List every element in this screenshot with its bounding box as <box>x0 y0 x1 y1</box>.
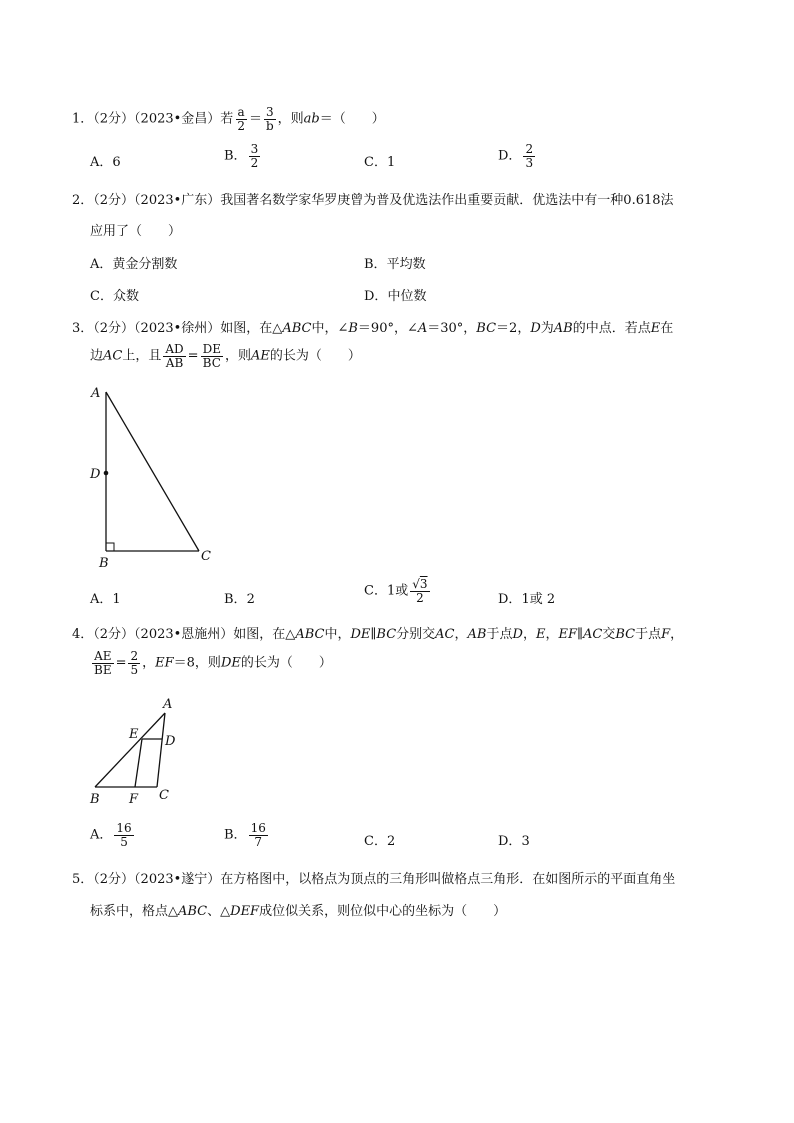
q3-label-c: C <box>201 549 211 564</box>
q5-stem-line1: 5．（2分）（2023•遂宁）在方格图中，以格点为顶点的三角形叫做格点三角形．在如图所示的平面直角坐 <box>72 872 676 887</box>
q4-label-b: B <box>90 792 100 807</box>
q1-option-b[interactable]: B． $\frac{3}{2}$ <box>224 142 259 170</box>
q3-option-d[interactable]: D．1或 2 <box>498 592 556 607</box>
q3-stem-line1: 3．（2分）（2023•徐州）如图，在△ABC中，∠B＝90°，∠A＝30°，BC＝2，D为AB的中点．若点E在 <box>72 321 674 336</box>
q4-option-a[interactable]: A． $\frac{16}{5}$ <box>90 821 132 849</box>
q4-label-c: C <box>159 788 169 803</box>
q1-left-fraction: $\frac{a}{2}$ <box>237 105 245 133</box>
q3-point-d <box>104 471 109 476</box>
q4-option-c[interactable]: C．2 <box>364 834 396 849</box>
q4-segment-ef <box>135 739 142 787</box>
q4-label-f: F <box>129 792 139 807</box>
q5-stem-line2: 标系中，格点△ABC、△DEF成位似关系，则位似中心的坐标为（ ） <box>90 904 507 919</box>
q3-option-c[interactable]: C．1或 $\frac{√3}{2}$ <box>364 577 428 605</box>
q3-option-b[interactable]: B．2 <box>224 592 255 607</box>
q4-triangle-figure <box>85 693 195 808</box>
q2-stem-line2: 应用了（ ） <box>90 224 182 239</box>
q2-option-b[interactable]: B．平均数 <box>364 257 426 272</box>
q2-number: 2． <box>72 193 94 208</box>
q4-option-d[interactable]: D．3 <box>498 834 530 849</box>
q4-label-e: E <box>129 727 139 742</box>
q3-label-b: B <box>99 556 109 571</box>
q1-number: 1． <box>72 111 94 127</box>
q3-number: 3． <box>72 321 94 336</box>
q4-side-ac <box>157 713 165 787</box>
q5-number: 5． <box>72 872 94 887</box>
q3-stem-line2: 边AC上，且 $\frac{AD}{AB}$ = $\frac{DE}{BC}$ ，则AE的长为（ ） <box>90 342 361 370</box>
q4-label-a: A <box>163 697 173 712</box>
q1-option-a[interactable]: A．6 <box>90 155 121 170</box>
q3-side-ac <box>106 392 199 551</box>
q4-option-b[interactable]: B． $\frac{16}{7}$ <box>224 821 266 849</box>
q1-right-fraction: $\frac{3}{b}$ <box>265 105 274 133</box>
q4-number: 4． <box>72 627 94 642</box>
q4-stem-line1: 4．（2分）（2023•恩施州）如图，在△ABC中，DE∥BC分别交AC，AB于点D，E，EF∥AC交BC于点F， <box>72 627 684 642</box>
q3-right-angle-mark <box>106 543 114 551</box>
q3-label-d: D <box>90 467 101 482</box>
q2-stem-line1: 2．（2分）（2023•广东）我国著名数学家华罗庚曾为普及优选法作出重要贡献．优选法中有一种0.618法 <box>72 193 674 208</box>
q4-label-d: D <box>165 734 176 749</box>
q3-triangle-figure <box>85 380 225 575</box>
q1-option-c[interactable]: C．1 <box>364 155 396 170</box>
q1-option-d[interactable]: D． $\frac{2}{3}$ <box>498 142 534 170</box>
q4-stem-line2: $\frac{AE}{BE}$ = $\frac{2}{5}$ ，EF＝8，则DE的长为（ ） <box>94 649 332 677</box>
q2-option-d[interactable]: D．中位数 <box>364 289 427 304</box>
q4-side-ab <box>95 713 165 787</box>
q2-option-c[interactable]: C．众数 <box>90 289 139 304</box>
q2-option-a[interactable]: A．黄金分割数 <box>90 257 178 272</box>
q3-option-a[interactable]: A．1 <box>90 592 121 607</box>
q3-label-a: A <box>91 386 101 401</box>
q1-stem: 1．（2分）（2023•金昌）若 $\frac{a}{2}$ ＝ $\frac{3}{b}$ ，则ab＝（ ） <box>72 105 385 133</box>
